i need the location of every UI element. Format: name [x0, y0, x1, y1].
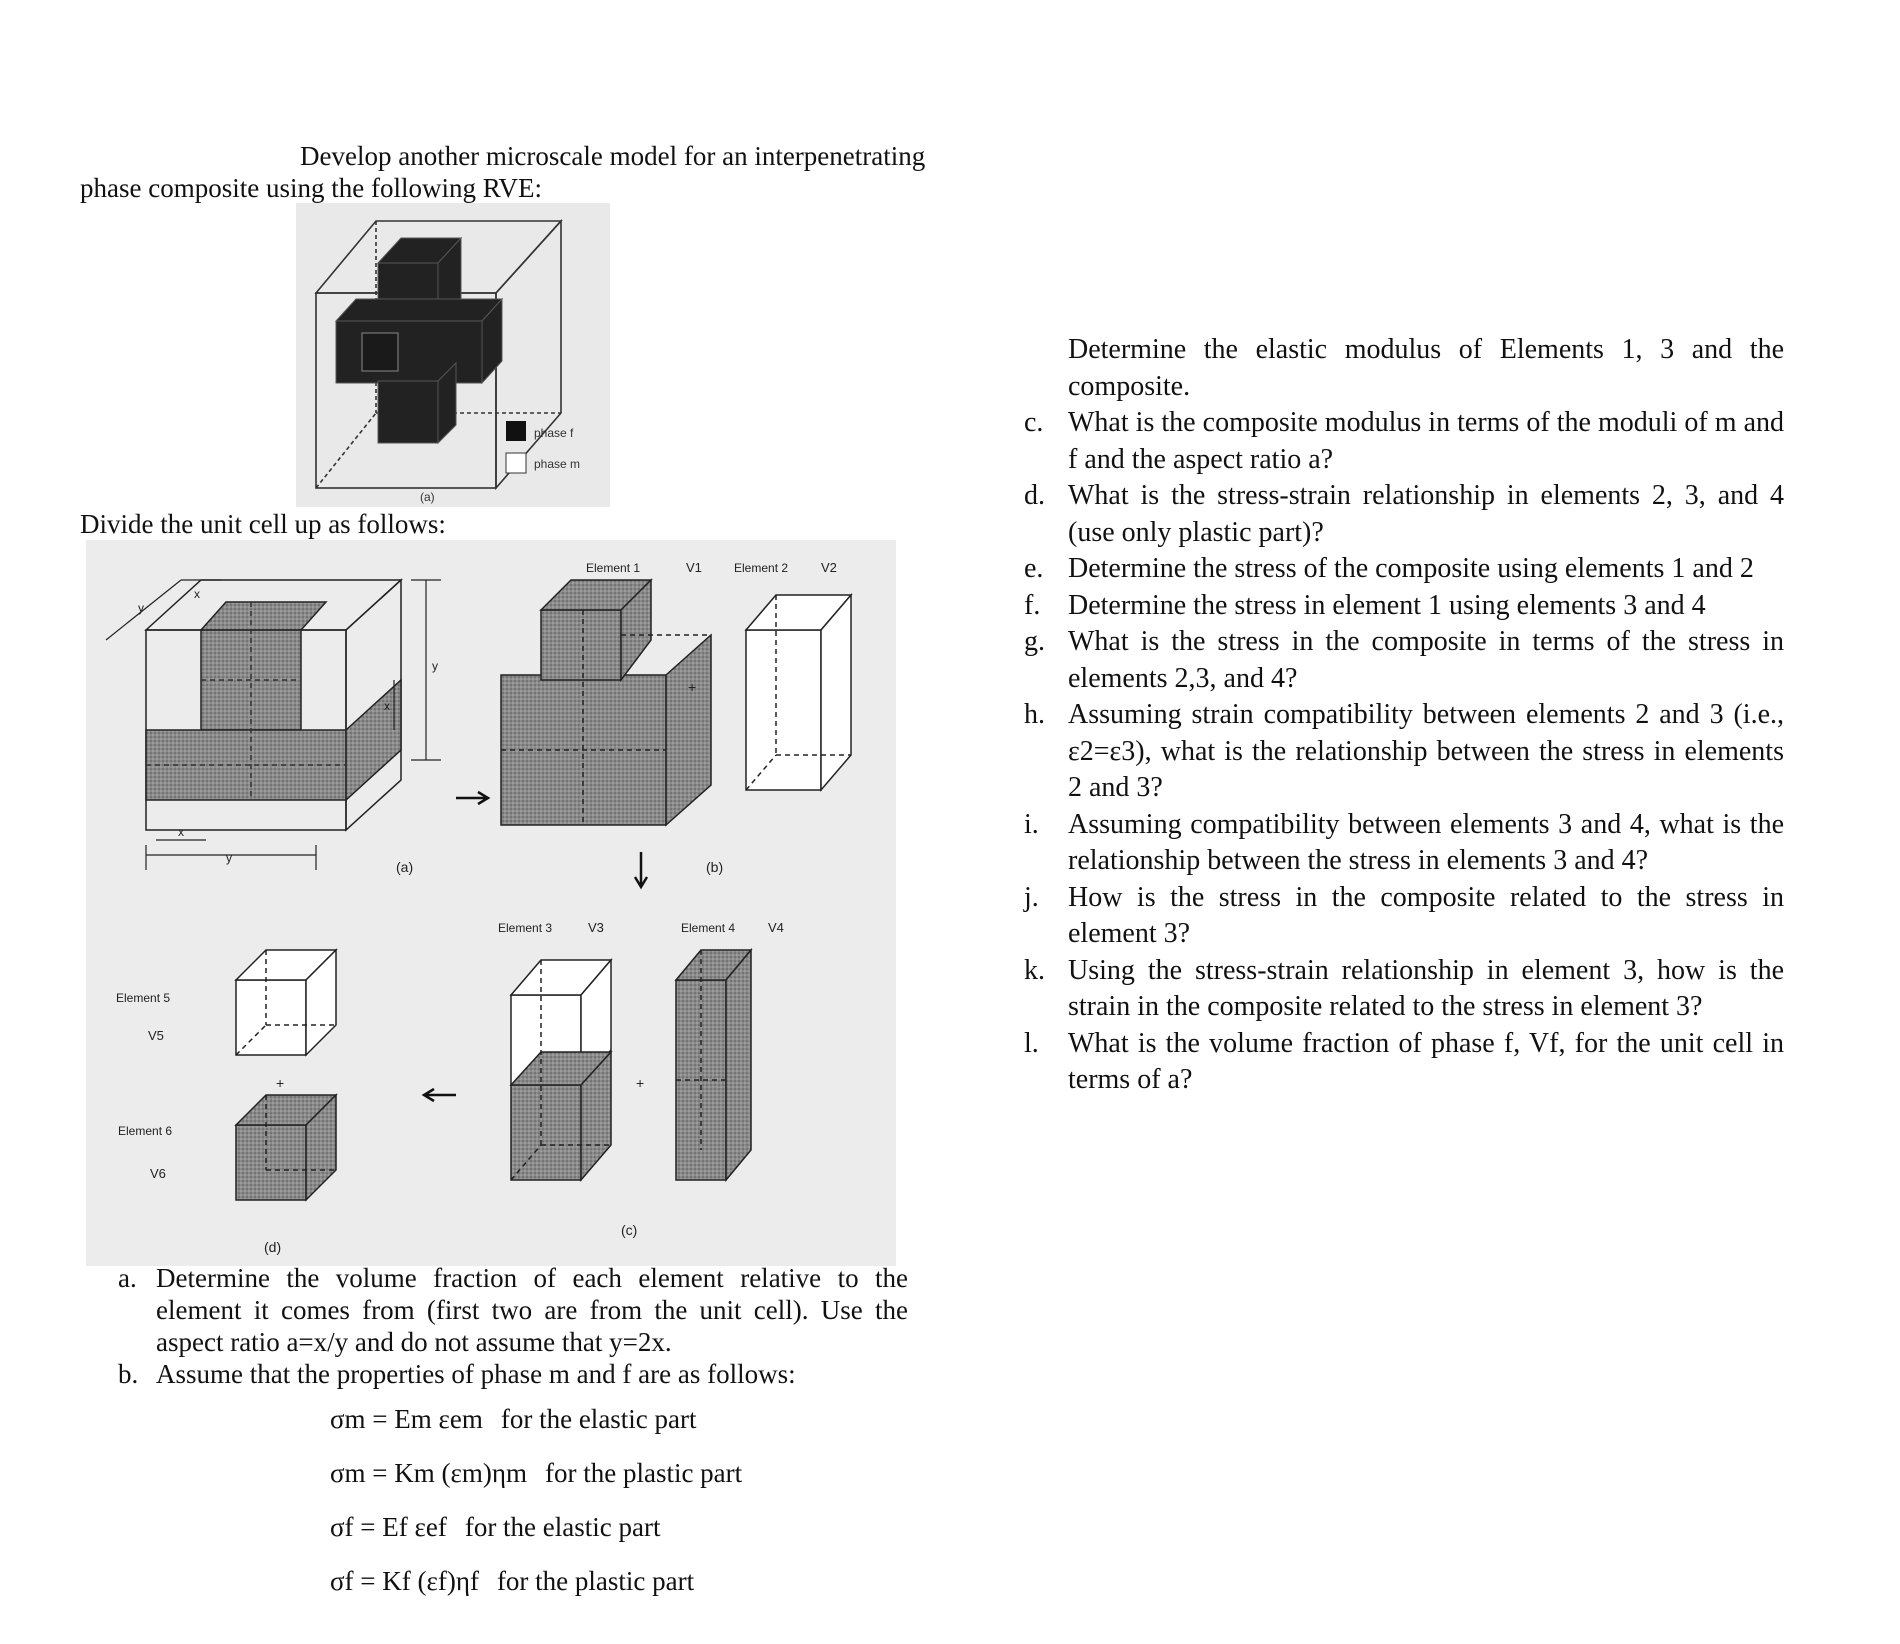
- question-text: Determine the stress of the composite using elements 1 and 2: [1068, 553, 1754, 584]
- label-d: (d): [264, 1239, 282, 1255]
- formula-description: for the plastic part: [544, 1457, 743, 1488]
- element5-label: Element 5: [116, 991, 171, 1005]
- question-elastic-modulus: [1024, 332, 1784, 405]
- legend-phase-m-label: phase m: [534, 457, 581, 471]
- question-label: k.: [1024, 954, 1045, 986]
- formula-equation: σf = Ef εef: [330, 1511, 447, 1542]
- question-label: d.: [1024, 480, 1045, 511]
- formula-row: [330, 1554, 742, 1608]
- question-label: c.: [1024, 407, 1044, 438]
- question-label: j.: [1024, 881, 1039, 913]
- question-label: h.: [1024, 699, 1045, 730]
- decomposition-figure: [86, 540, 896, 1266]
- formula-equation: σm = Em εem: [330, 1403, 483, 1434]
- question-g: [1024, 624, 1784, 697]
- element4-block: [676, 950, 751, 1180]
- formula-row: [330, 1392, 742, 1446]
- plus-b: +: [688, 679, 697, 695]
- question-label: g.: [1024, 626, 1045, 657]
- question-b: [118, 1358, 908, 1390]
- dim-label-y-bottom: y: [226, 851, 232, 865]
- legend-phase-f-swatch: [506, 421, 526, 441]
- question-text: Using the stress-strain relationship in element 3, how is the strain in the composite related to the stress in element 3?: [1068, 954, 1784, 1022]
- question-d: [1024, 478, 1784, 551]
- decomposition-drawing: [86, 540, 896, 1266]
- question-label: [1024, 332, 1068, 405]
- v2-label: V2: [821, 560, 837, 575]
- element4-label: Element 4: [681, 921, 736, 935]
- question-i: [1024, 807, 1784, 880]
- rve-drawing: [296, 203, 610, 507]
- divide-text: Divide the unit cell up as follows:: [80, 509, 446, 539]
- formula-row: [330, 1500, 742, 1554]
- unit-cell-a: [146, 580, 401, 830]
- element2-block: [746, 595, 851, 790]
- questions-left: [118, 1262, 908, 1390]
- element3-label: Element 3: [498, 921, 553, 935]
- question-h: [1024, 697, 1784, 807]
- question-c: [1024, 405, 1784, 478]
- element2-label: Element 2: [734, 561, 789, 575]
- arrow-b-to-c: [635, 852, 647, 887]
- element1-label: Element 1: [586, 561, 641, 575]
- intro-line-1: Develop another microscale model for an interpenetrating: [300, 141, 926, 171]
- label-a: (a): [396, 859, 414, 875]
- dim-label-x-bottom: x: [178, 825, 184, 839]
- dim-label-y-top: y: [138, 601, 144, 615]
- dim-label-x-top: x: [194, 587, 200, 601]
- question-label: f.: [1024, 589, 1041, 621]
- arrow-c-to-d: [424, 1089, 456, 1101]
- formula-row: [330, 1446, 742, 1500]
- plus-c: +: [636, 1075, 645, 1091]
- question-k: [1024, 953, 1784, 1026]
- plus-d: +: [276, 1075, 285, 1091]
- v4-label: V4: [768, 920, 784, 935]
- question-text: What is the composite modulus in terms of the moduli of m and f and the aspect ratio a?: [1068, 407, 1784, 475]
- question-j: [1024, 880, 1784, 953]
- question-text: What is the volume fraction of phase f, Vf, for the unit cell in terms of a?: [1068, 1027, 1784, 1095]
- dim-label-x-right: x: [384, 699, 390, 713]
- question-text: What is the stress in the composite in terms of the stress in elements 2,3, and 4?: [1068, 626, 1784, 694]
- figure1-caption: (a): [420, 490, 435, 504]
- v6-label: V6: [150, 1166, 166, 1181]
- question-text: Assume that the properties of phase m and f are as follows:: [156, 1359, 796, 1389]
- rve-figure: [296, 203, 610, 507]
- formula-description: for the plastic part: [496, 1565, 695, 1596]
- arrow-a-to-b: [456, 792, 488, 804]
- intro-line-2: phase composite using the following RVE:: [80, 173, 543, 203]
- formula-description: for the elastic part: [500, 1403, 697, 1434]
- dim-label-y-right: y: [432, 659, 438, 673]
- question-text: Determine the stress in element 1 using elements 3 and 4: [1068, 589, 1706, 621]
- v3-label: V3: [588, 920, 604, 935]
- formula-description: for the elastic part: [464, 1511, 661, 1542]
- formula-list: [330, 1392, 742, 1608]
- question-a: [118, 1262, 908, 1358]
- question-text: Determine the elastic modulus of Elements 1, 3 and the composite.: [1068, 334, 1784, 402]
- question-label: l.: [1024, 1027, 1039, 1059]
- legend-phase-m-swatch: [506, 453, 526, 473]
- question-text: Assuming compatibility between elements 3 and 4, what is the relationship between the stress in elements 3 and 4?: [1068, 808, 1784, 876]
- formula-equation: σf = Kf (εf)ηf: [330, 1565, 479, 1596]
- question-text: How is the stress in the composite related to the stress in element 3?: [1068, 881, 1784, 949]
- question-text: Determine the volume fraction of each element relative to the element it comes from (first two are from the unit cell). Use the aspect ratio a=x/y and do not assume that y=2x.: [156, 1263, 908, 1357]
- formula-equation: σm = Km (εm)ηm: [330, 1457, 527, 1488]
- question-f: [1024, 588, 1784, 625]
- element1-block: [501, 580, 711, 825]
- label-b: (b): [706, 859, 724, 875]
- element5-block: [236, 950, 336, 1055]
- v1-label: V1: [686, 560, 702, 575]
- element6-label: Element 6: [118, 1124, 173, 1138]
- question-text: Assuming strain compatibility between elements 2 and 3 (i.e., ε2=ε3), what is the relationship between the stress in elements 2 and 3?: [1068, 699, 1784, 803]
- questions-right: [1024, 332, 1784, 1099]
- v5-label: V5: [148, 1028, 164, 1043]
- label-c: (c): [621, 1222, 638, 1238]
- element3-block: [511, 960, 611, 1180]
- question-label: a.: [118, 1263, 137, 1293]
- question-text: What is the stress-strain relationship in elements 2, 3, and 4 (use only plastic part)?: [1068, 480, 1784, 548]
- question-label: e.: [1024, 553, 1044, 584]
- question-label: b.: [118, 1359, 139, 1389]
- element6-block: [236, 1095, 336, 1200]
- question-e: [1024, 551, 1784, 588]
- question-l: [1024, 1026, 1784, 1099]
- question-label: i.: [1024, 808, 1039, 840]
- legend-phase-f-label: phase f: [534, 426, 574, 440]
